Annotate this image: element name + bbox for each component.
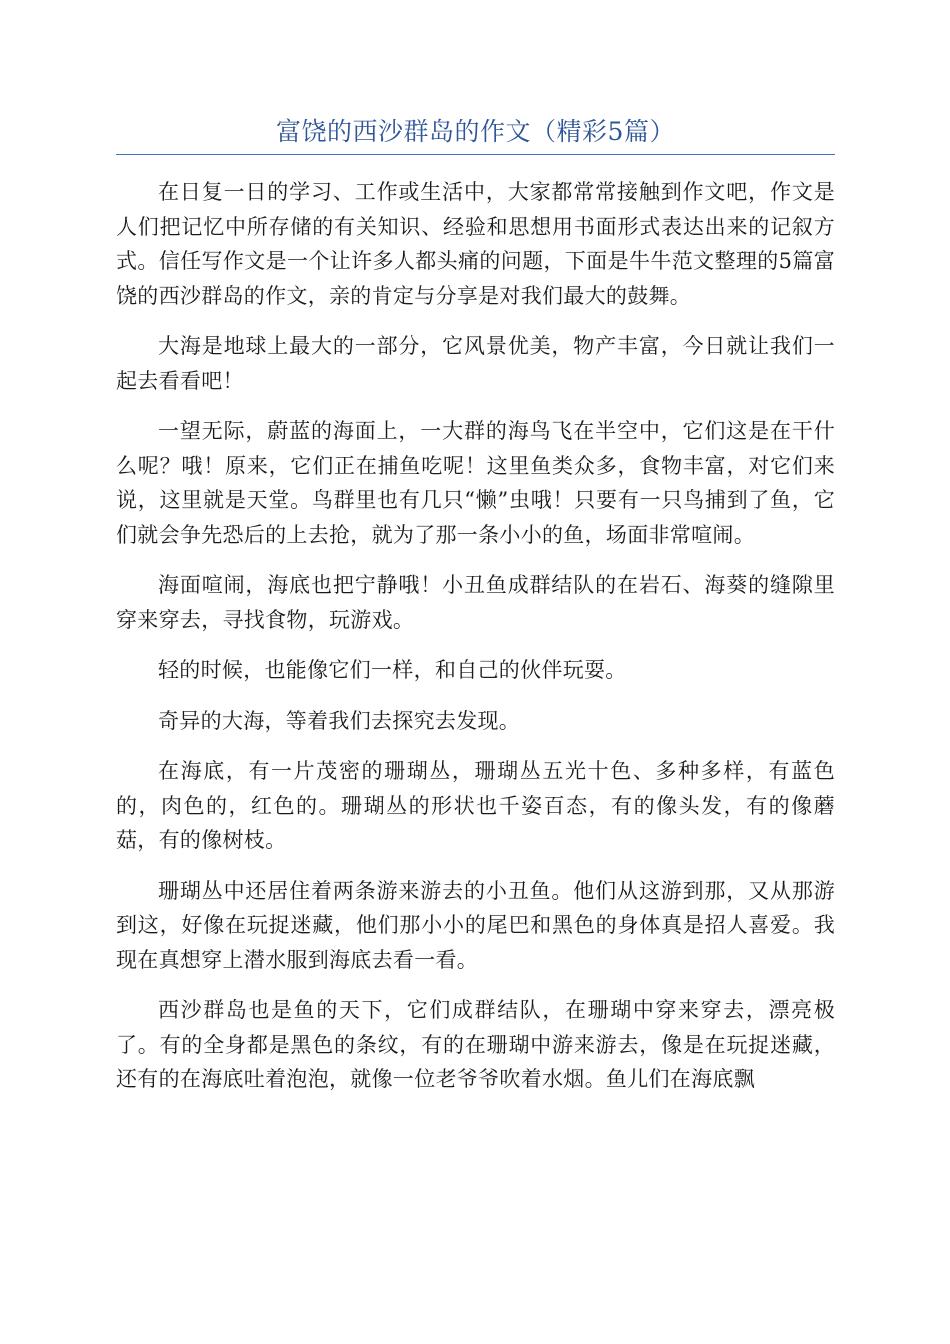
title-underline — [116, 154, 835, 155]
paragraph-7: 在海底，有一片茂密的珊瑚丛，珊瑚丛五光十色、多种多样，有蓝色的，肉色的，红色的。珊瑚丛的形状也千姿百态，有的像头发，有的像蘑菇，有的像树枝。 — [116, 759, 835, 852]
paragraph-3: 一望无际，蔚蓝的海面上，一大群的海鸟飞在半空中，它们这是在干什么呢？哦！原来，它们正在捕鱼吃呢！这里鱼类众多，食物丰富，对它们来说，这里就是天堂。鸟群里也有几只“懒”虫哦！只要有一只鸟捕到了鱼，它们就会争先恐后的上去抢，就为了那一条小小的鱼，场面非常喧闹。 — [116, 419, 835, 547]
document-title: 富饶的西沙群岛的作文（精彩5篇） — [276, 117, 675, 146]
paragraph-2: 大海是地球上最大的一部分，它风景优美，物产丰富，今日就让我们一起去看看吧！ — [116, 334, 835, 393]
paragraph-5: 轻的时候，也能像它们一样，和自己的伙伴玩耍。 — [158, 658, 627, 682]
paragraph-4: 海面喧闹，海底也把宁静哦！小丑鱼成群结队的在岩石、海葵的缝隙里穿来穿去，寻找食物，玩游戏。 — [116, 573, 835, 632]
paragraph-1: 在日复一日的学习、工作或生活中，大家都常常接触到作文吧，作文是人们把记忆中所存储的有关知识、经验和思想用书面形式表达出来的记叙方式。信任写作文是一个让许多人都头痛的问题，下面是牛牛范文整理的5篇富饶的西沙群岛的作文，亲的肯定与分享是对我们最大的鼓舞。 — [116, 180, 835, 308]
paragraph-9: 西沙群岛也是鱼的天下，它们成群结队，在珊瑚中穿来穿去，漂亮极了。有的全身都是黑色的条纹，有的在珊瑚中游来游去，像是在玩捉迷藏，还有的在海底吐着泡泡，就像一位老爷爷吹着水烟。鱼儿们在海底飘 — [116, 998, 835, 1091]
paragraph-6: 奇异的大海，等着我们去探究去发现。 — [158, 708, 521, 733]
document-page — [116, 0, 835, 1344]
paragraph-8: 珊瑚丛中还居住着两条游来游去的小丑鱼。他们从这游到那，又从那游到这，好像在玩捉迷藏，他们那小小的尾巴和黑色的身体真是招人喜爱。我现在真想穿上潜水服到海底去看一看。 — [116, 878, 835, 972]
document-body — [116, 175, 835, 1113]
